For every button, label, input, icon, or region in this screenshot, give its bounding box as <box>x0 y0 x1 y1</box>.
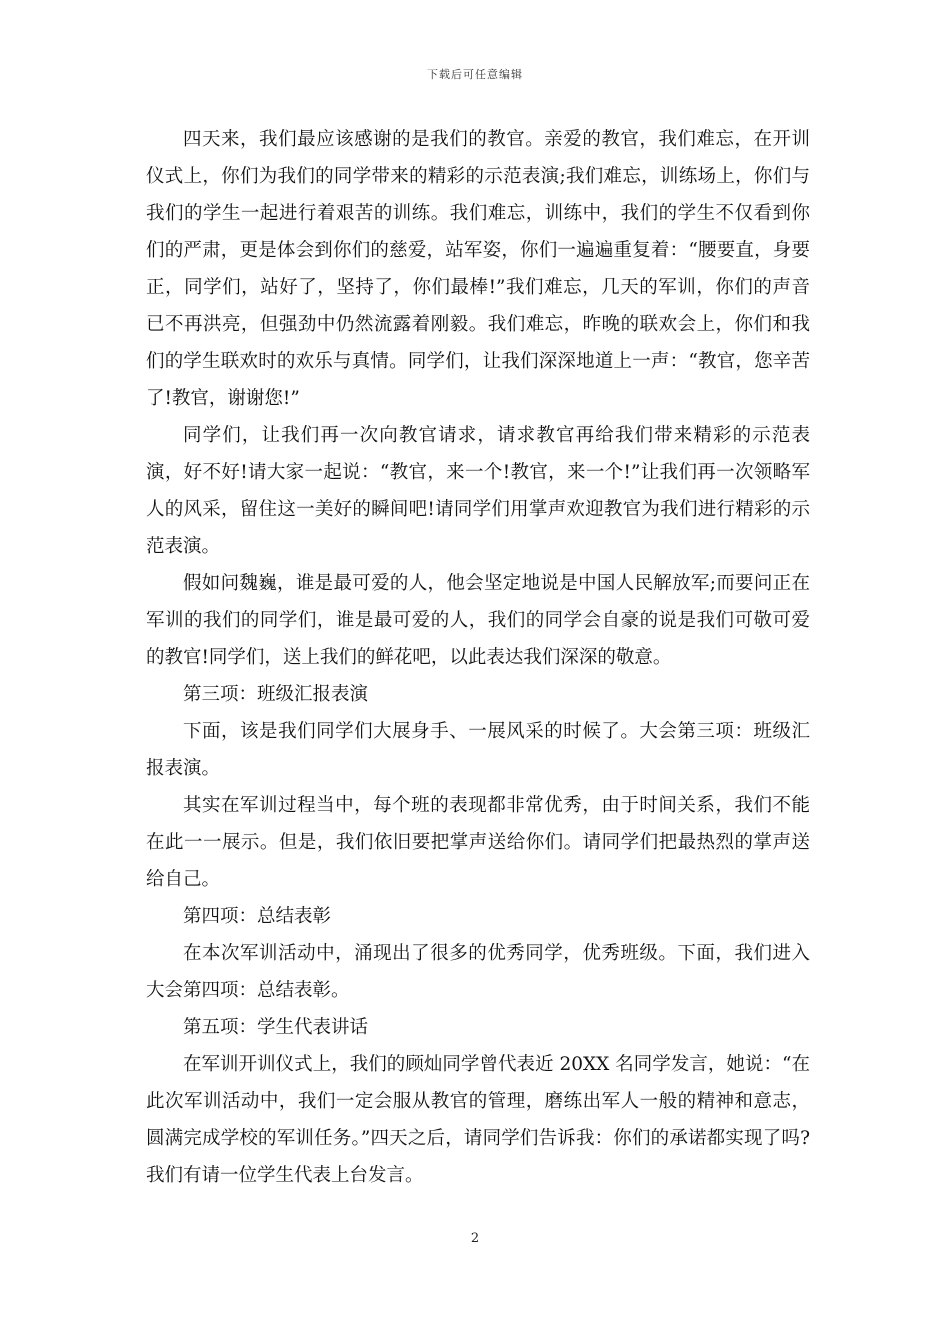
paragraph-thanks-instructors: 四天来，我们最应该感谢的是我们的教官。亲爱的教官，我们难忘，在开训仪式上，你们为我们的同学带来的精彩的示范表演;我们难忘，训练场上，你们与我们的学生一起进行着艰苦的训练。我们难忘，训练中，我们的学生不仅看到你们的严肃，更是体会到你们的慈爱，站军姿，你们一遍遍重复着：“腰要直，身要正，同学们，站好了，坚持了，你们最棒!”我们难忘，几天的军训，你们的声音已不再洪亮，但强劲中仍然流露着刚毅。我们难忘，昨晚的联欢会上，你们和我们的学生联欢时的欢乐与真情。同学们，让我们深深地道上一声：“教官，您辛苦了!教官，谢谢您!” <box>146 129 810 409</box>
page-number: 2 <box>470 1231 480 1246</box>
paragraph-student-speech: 在军训开训仪式上，我们的顾灿同学曾代表近 20XX 名同学发言，她说：“在此次军训活动中，我们一定会服从教官的管理，磨练出军人一般的精神和意志，圆满完成学校的军训任务。”四天之后，请同学们告诉我：你们的承诺都实现了吗?我们有请一位学生代表上台发言。 <box>146 1054 810 1186</box>
paragraph-most-lovable: 假如问魏巍，谁是最可爱的人，他会坚定地说是中国人民解放军;而要问正在军训的我们的同学们，谁是最可爱的人，我们的同学会自豪的说是我们可敬可爱的教官!同学们，送上我们的鲜花吧，以此表达我们深深的敬意。 <box>146 573 810 668</box>
paragraph-demo-request: 同学们，让我们再一次向教官请求，请求教官再给我们带来精彩的示范表演，好不好!请大家一起说：“教官，来一个!教官，来一个!”让我们再一次领略军人的风采，留住这一美好的瞬间吧!请同学们用掌声欢迎教官为我们进行精彩的示范表演。 <box>146 425 810 557</box>
document-body <box>146 121 810 1194</box>
paragraph-class-performance-praise: 其实在军训过程当中，每个班的表现都非常优秀，由于时间关系，我们不能在此一一展示。但是，我们依旧要把掌声送给你们。请同学们把最热烈的掌声送给自己。 <box>146 795 810 890</box>
section-heading-item-5: 第五项：学生代表讲话 <box>183 1017 369 1038</box>
page-header: 下载后可任意编辑 <box>427 68 523 81</box>
paragraph-class-performance-intro: 下面，该是我们同学们大展身手、一展风采的时候了。大会第三项：班级汇报表演。 <box>146 721 810 779</box>
section-heading-item-4: 第四项：总结表彰 <box>183 906 332 927</box>
paragraph-awards: 在本次军训活动中，涌现出了很多的优秀同学，优秀班级。下面，我们进入大会第四项：总结表彰。 <box>146 943 810 1001</box>
section-heading-item-3: 第三项：班级汇报表演 <box>183 684 369 705</box>
